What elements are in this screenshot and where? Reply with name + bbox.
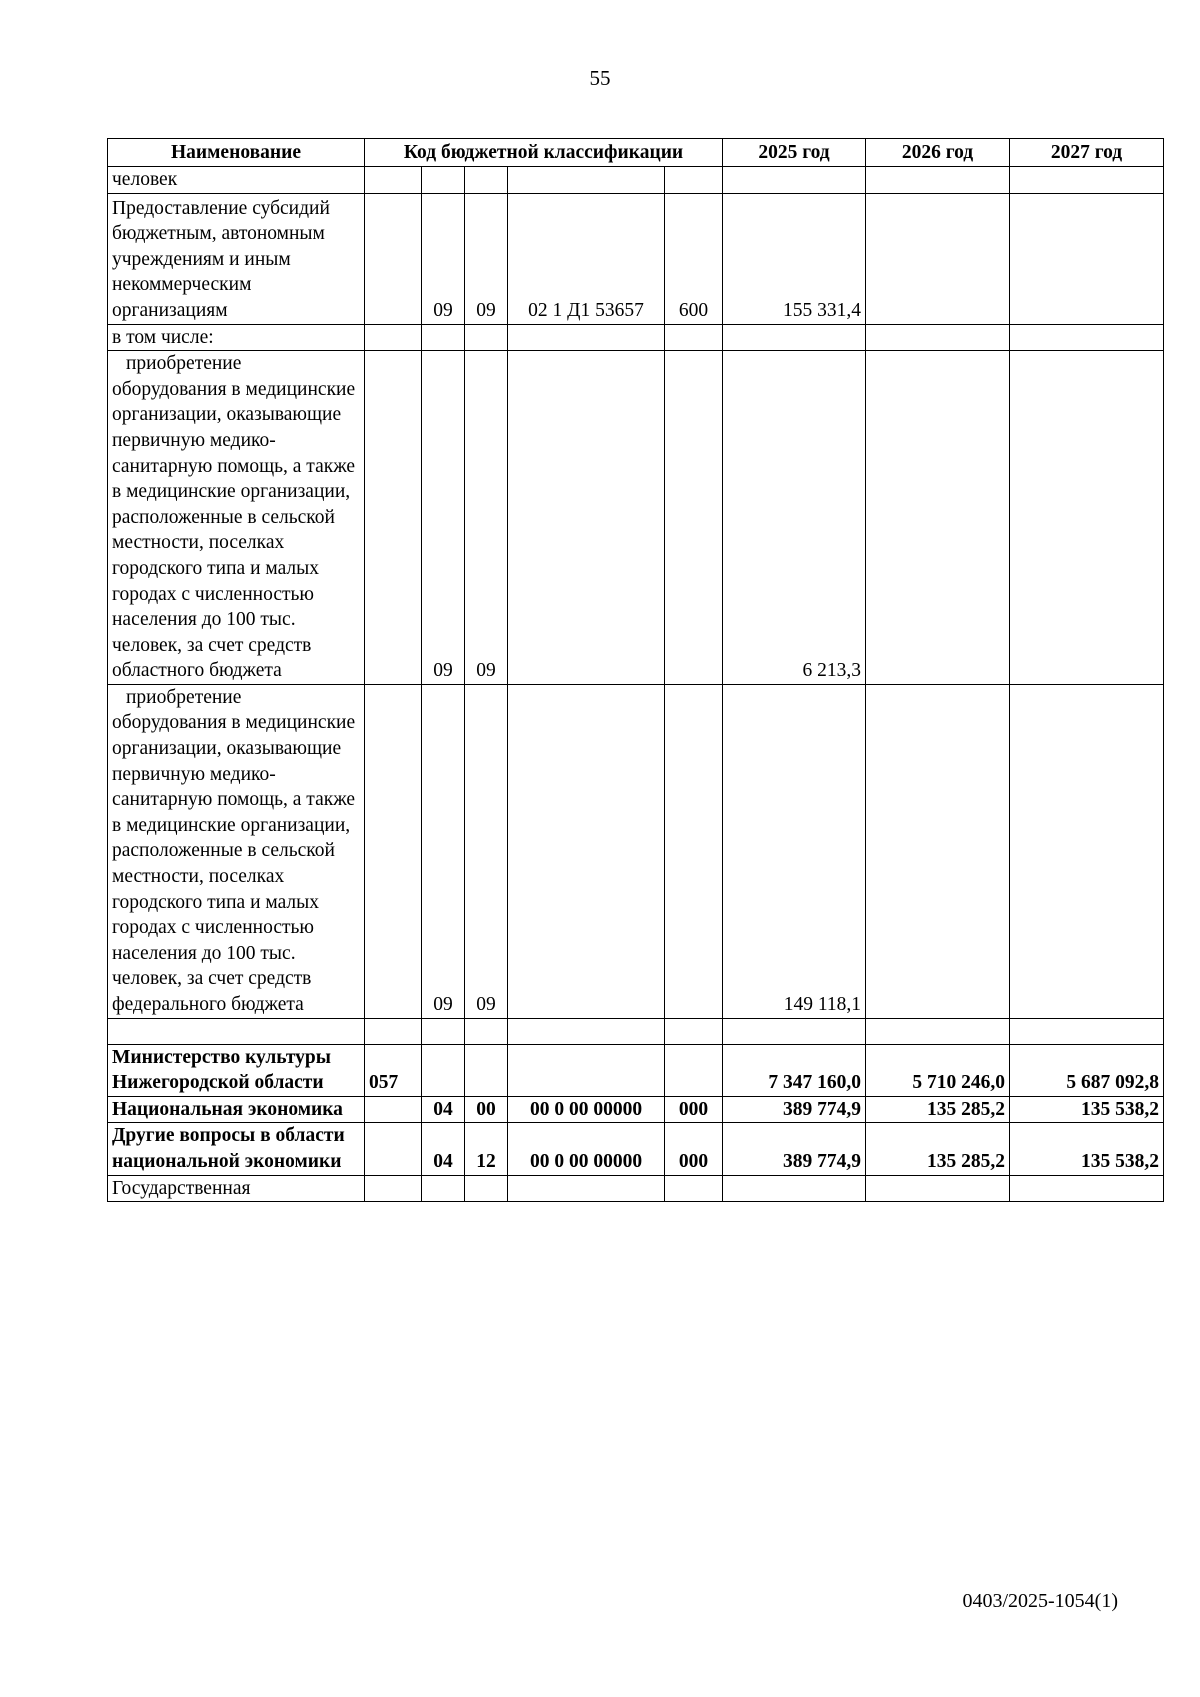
code-section: 09 (422, 193, 465, 324)
row-name: Предоставление субсидий бюджетным, автономным учреждениям и иным некоммерческим организациям (108, 193, 365, 324)
value-2027: 5 687 092,8 (1010, 1044, 1164, 1096)
value-2026 (866, 351, 1010, 685)
table-header-row (108, 139, 1164, 167)
value-2025: 149 118,1 (723, 684, 866, 1018)
code-target (508, 684, 665, 1018)
value-2025: 6 213,3 (723, 351, 866, 685)
row-name: Другие вопросы в области национальной экономики (108, 1123, 365, 1175)
value-2026 (866, 684, 1010, 1018)
row-name: человек (108, 167, 365, 194)
value-2026 (866, 167, 1010, 194)
table-row (108, 1175, 1164, 1202)
value-2026 (866, 1175, 1010, 1202)
code-section (422, 324, 465, 351)
code-expense-type (665, 324, 723, 351)
code-expense-type: 000 (665, 1096, 723, 1123)
table-row (108, 1044, 1164, 1096)
code-expense-type (665, 1018, 723, 1044)
code-expense-type (665, 684, 723, 1018)
row-name: приобретение оборудования в медицинские организации, оказывающие первичную медико-санитарную помощь, а также в медицинские организации, расположенные в сельской местности, поселках городского типа и малых городах с численностью населения до 100 тыс. человек, за счет средств областного бюджета (108, 351, 365, 685)
code-subsection: 09 (465, 193, 508, 324)
row-name: Национальная экономика (108, 1096, 365, 1123)
code-ministry (365, 167, 422, 194)
header-2026: 2026 год (866, 139, 1010, 167)
row-name: приобретение оборудования в медицинские организации, оказывающие первичную медико-санитарную помощь, а также в медицинские организации, расположенные в сельской местности, поселках городского типа и малых городах с численностью населения до 100 тыс. человек, за счет средств федерального бюджета (108, 684, 365, 1018)
code-section: 04 (422, 1096, 465, 1123)
document-number: 0403/2025-1054(1) (962, 1590, 1118, 1612)
code-expense-type (665, 351, 723, 685)
code-subsection (465, 1175, 508, 1202)
code-ministry (365, 1018, 422, 1044)
code-target: 00 0 00 00000 (508, 1123, 665, 1175)
code-section (422, 1175, 465, 1202)
code-subsection (465, 1018, 508, 1044)
code-section: 09 (422, 684, 465, 1018)
table-row (108, 351, 1164, 685)
value-2025: 389 774,9 (723, 1123, 866, 1175)
table-row (108, 1096, 1164, 1123)
value-2026 (866, 193, 1010, 324)
table-row (108, 684, 1164, 1018)
code-ministry: 057 (365, 1044, 422, 1096)
code-target: 00 0 00 00000 (508, 1096, 665, 1123)
header-name: Наименование (108, 139, 365, 167)
value-2026: 135 285,2 (866, 1096, 1010, 1123)
value-2026: 135 285,2 (866, 1123, 1010, 1175)
value-2025 (723, 324, 866, 351)
code-section (422, 1044, 465, 1096)
row-name: Министерство культуры Нижегородской области (108, 1044, 365, 1096)
code-target (508, 1044, 665, 1096)
code-subsection: 09 (465, 684, 508, 1018)
value-2026: 5 710 246,0 (866, 1044, 1010, 1096)
value-2027: 135 538,2 (1010, 1123, 1164, 1175)
value-2025 (723, 167, 866, 194)
value-2027 (1010, 167, 1164, 194)
code-subsection: 12 (465, 1123, 508, 1175)
code-section (422, 1018, 465, 1044)
value-2027 (1010, 351, 1164, 685)
value-2025: 7 347 160,0 (723, 1044, 866, 1096)
code-ministry (365, 1175, 422, 1202)
value-2027 (1010, 684, 1164, 1018)
value-2025 (723, 1018, 866, 1044)
code-target (508, 351, 665, 685)
code-expense-type (665, 1175, 723, 1202)
code-section: 04 (422, 1123, 465, 1175)
code-target: 02 1 Д1 53657 (508, 193, 665, 324)
value-2026 (866, 324, 1010, 351)
code-ministry (365, 351, 422, 685)
header-2027: 2027 год (1010, 139, 1164, 167)
code-ministry (365, 684, 422, 1018)
code-expense-type (665, 1044, 723, 1096)
table-row (108, 324, 1164, 351)
value-2027 (1010, 1018, 1164, 1044)
budget-table (107, 138, 1164, 1202)
code-section: 09 (422, 351, 465, 685)
code-expense-type: 000 (665, 1123, 723, 1175)
code-target (508, 1018, 665, 1044)
row-name: Государственная (108, 1175, 365, 1202)
code-subsection: 09 (465, 351, 508, 685)
value-2027: 135 538,2 (1010, 1096, 1164, 1123)
value-2025 (723, 1175, 866, 1202)
code-subsection: 00 (465, 1096, 508, 1123)
code-target (508, 167, 665, 194)
code-ministry (365, 1123, 422, 1175)
code-subsection (465, 167, 508, 194)
header-code: Код бюджетной классификации (365, 139, 723, 167)
value-2027 (1010, 1175, 1164, 1202)
table-row (108, 167, 1164, 194)
table-row (108, 1123, 1164, 1175)
code-expense-type: 600 (665, 193, 723, 324)
code-section (422, 167, 465, 194)
value-2025: 389 774,9 (723, 1096, 866, 1123)
code-target (508, 1175, 665, 1202)
code-subsection (465, 1044, 508, 1096)
code-target (508, 324, 665, 351)
code-ministry (365, 193, 422, 324)
code-subsection (465, 324, 508, 351)
value-2026 (866, 1018, 1010, 1044)
value-2025: 155 331,4 (723, 193, 866, 324)
code-ministry (365, 1096, 422, 1123)
code-ministry (365, 324, 422, 351)
code-expense-type (665, 167, 723, 194)
table-row (108, 193, 1164, 324)
table-row (108, 1018, 1164, 1044)
value-2027 (1010, 324, 1164, 351)
page-number: 55 (589, 66, 611, 90)
header-2025: 2025 год (723, 139, 866, 167)
row-name: в том числе: (108, 324, 365, 351)
row-name (108, 1018, 365, 1044)
value-2027 (1010, 193, 1164, 324)
